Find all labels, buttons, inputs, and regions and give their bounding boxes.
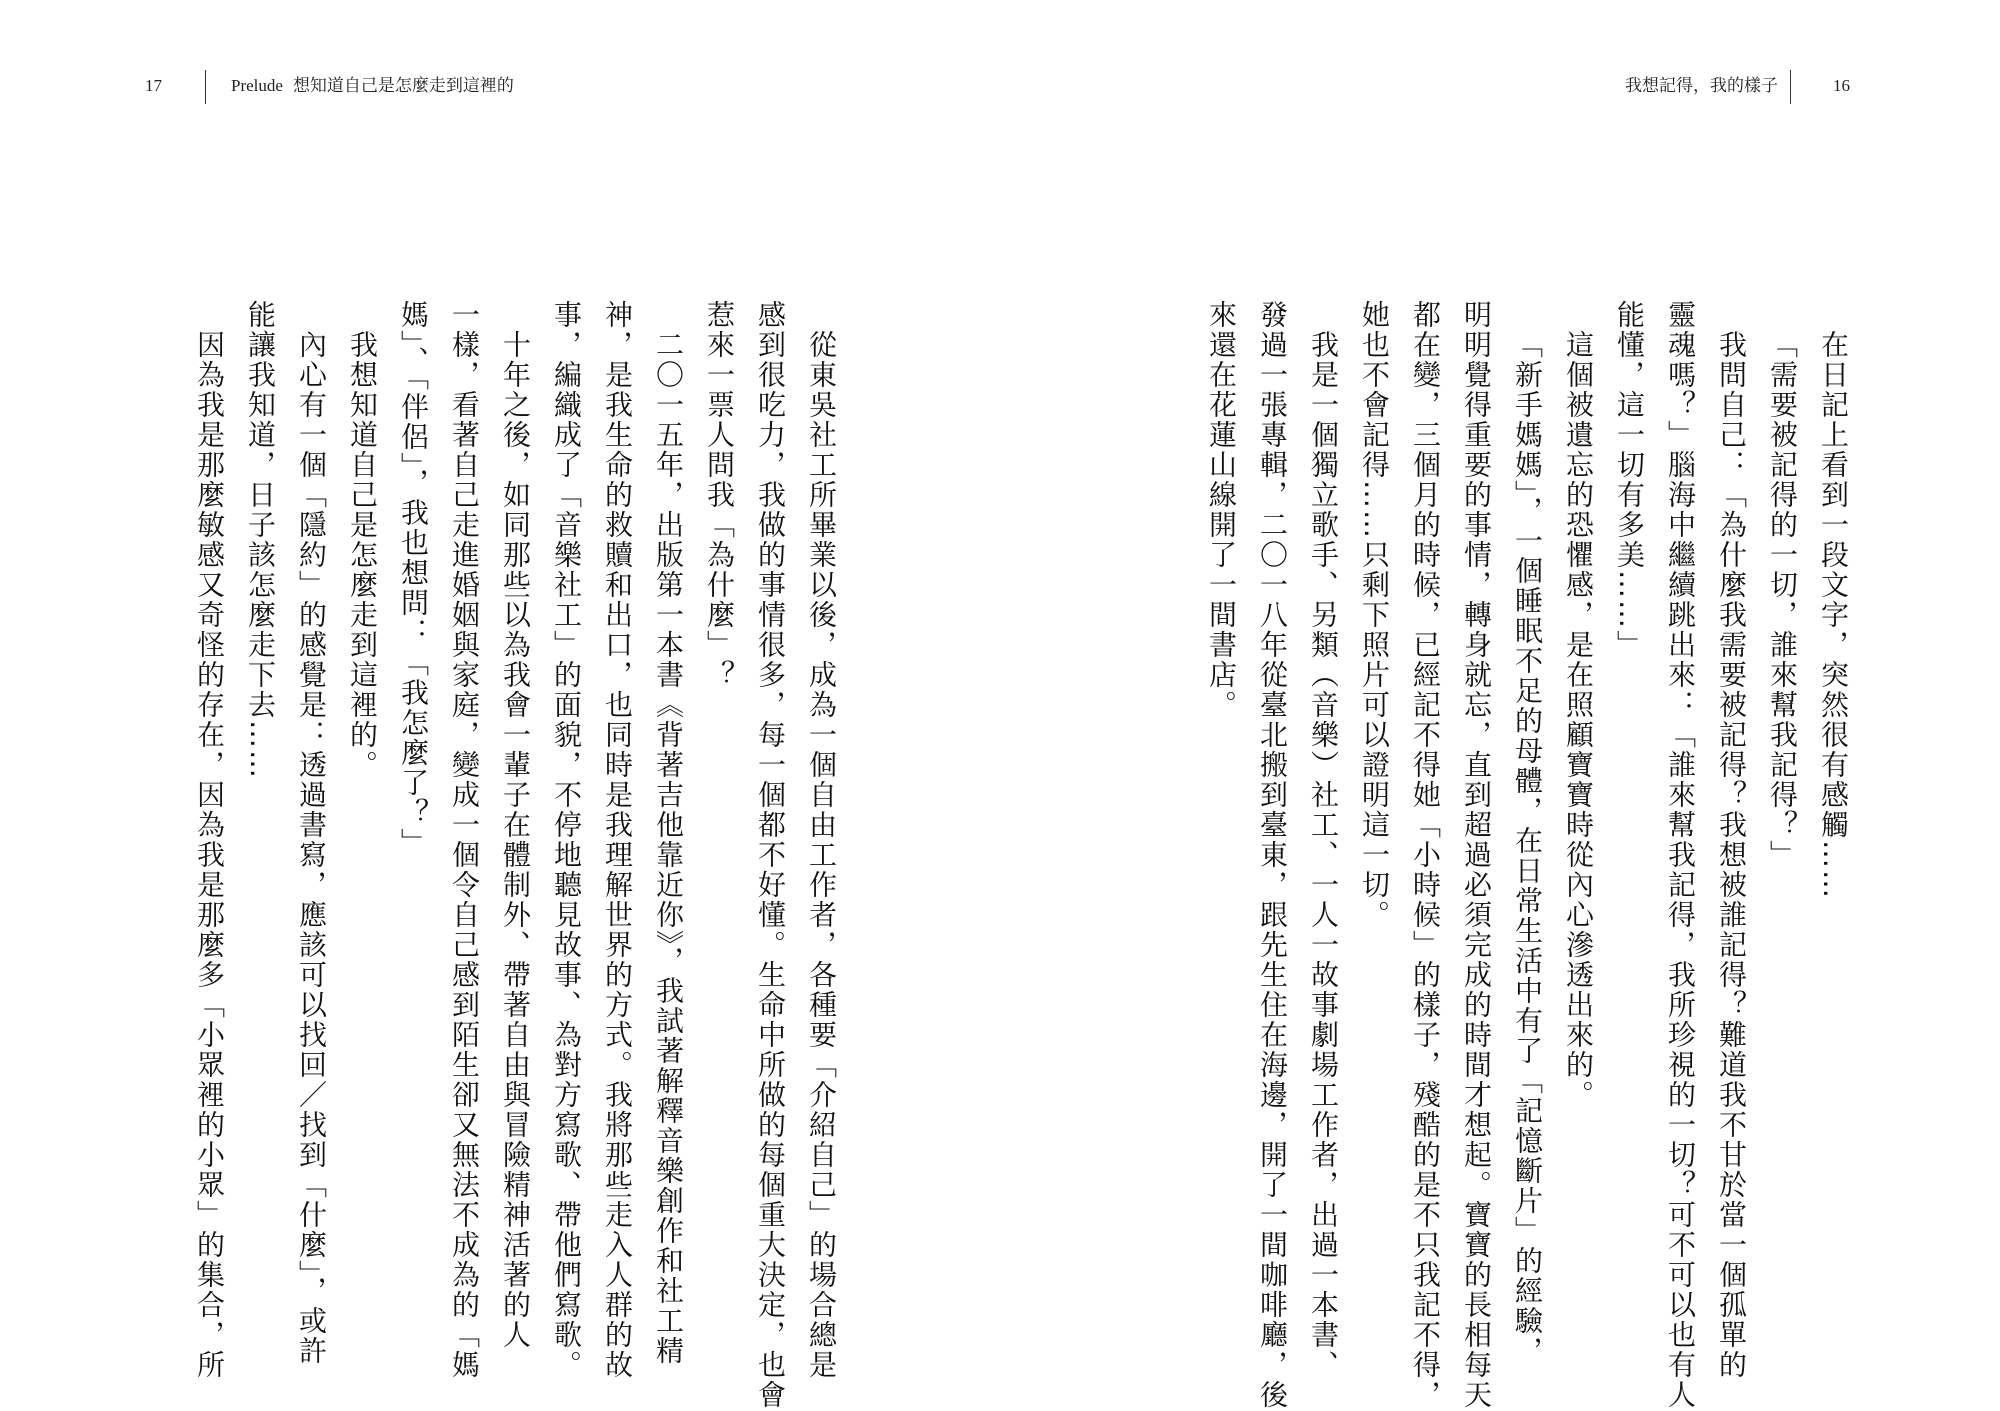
- right-col-7: 「新手媽媽」，一個睡眠不足的母體，在日常生活中有了「記憶斷片」的經驗，: [1511, 330, 1544, 1366]
- left-col-8: 一樣，看著自己走進婚姻與家庭，變成一個令自己感到陌生卻又無法不成為的「媽: [448, 300, 481, 1380]
- right-col-3: 我問自己：「為什麼我需要被記得？我想被誰記得？難道我不甘於當一個孤單的: [1715, 330, 1748, 1380]
- right-col-8: 明明覺得重要的事情，轉身就忘，直到超過必須完成的時間才想起。寶寶的長相每天: [1460, 300, 1493, 1410]
- left-col-10: 我想知道自己是怎麼走到這裡的。: [346, 330, 379, 780]
- right-running-title: 我想記得，我的樣子: [1625, 76, 1778, 95]
- left-col-5: 神，是我生命的救贖和出口，也同時是我理解世界的方式。我將那些走入人群的故: [601, 300, 634, 1380]
- right-col-10: 她也不會記得……只剩下照片可以證明這一切。: [1358, 300, 1391, 930]
- right-header-divider: [1790, 70, 1791, 104]
- left-page-header: [145, 76, 545, 106]
- right-page-header: [1600, 76, 1860, 106]
- right-page-body: [1155, 300, 1859, 1410]
- left-col-6: 事，編織成了「音樂社工」的面貌，不停地聽見故事、為對方寫歌、帶他們寫歌。: [550, 300, 583, 1380]
- left-col-4: 二〇一五年，出版第一本書《背著吉他靠近你》，我試著解釋音樂創作和社工精: [652, 330, 685, 1366]
- right-col-12: 發過一張專輯，二〇一八年從臺北搬到臺東，跟先生住在海邊，開了一間咖啡廳，後: [1256, 300, 1289, 1410]
- left-page-body: [143, 300, 847, 1410]
- right-col-6: 這個被遺忘的恐懼感，是在照顧寶寶時從內心滲透出來的。: [1562, 330, 1595, 1110]
- left-page-number: 17: [145, 76, 162, 95]
- right-col-11: 我是一個獨立歌手、另類（音樂）社工、一人一故事劇場工作者，出過一本書、: [1307, 330, 1340, 1380]
- left-col-12: 能讓我知道，日子該怎麼走下去……: [244, 300, 277, 780]
- left-header-divider: [205, 70, 206, 104]
- right-col-5: 能懂，這一切有多美……」: [1613, 300, 1646, 660]
- right-col-1: 在日記上看到一段文字，突然很有感觸……: [1817, 330, 1850, 900]
- right-col-13: 來還在花蓮山線開了一間書店。: [1205, 300, 1238, 720]
- left-col-11: 內心有一個「隱約」的感覺是：透過書寫，應該可以找回／找到「什麼」，或許: [295, 330, 328, 1366]
- chapter-label: Prelude: [231, 76, 283, 95]
- right-col-4: 靈魂嗎？」腦海中繼續跳出來：「誰來幫我記得，我所珍視的一切？可不可以也有人: [1664, 300, 1697, 1410]
- left-running-title: [231, 76, 514, 96]
- left-col-1: 從東吳社工所畢業以後，成為一個自由工作者，各種要「介紹自己」的場合總是: [805, 330, 838, 1380]
- right-page-number: 16: [1833, 76, 1850, 95]
- left-col-3: 惹來一票人問我「為什麼」？: [703, 300, 736, 690]
- right-col-2: 「需要被記得的一切，誰來幫我記得？」: [1766, 330, 1799, 870]
- chapter-title: 想知道自己是怎麼走到這裡的: [292, 76, 514, 95]
- left-col-13: 因為我是那麼敏感又奇怪的存在，因為我是那麼多「小眾裡的小眾」的集合，所: [193, 330, 226, 1380]
- left-col-9: 媽」、「伴侶」，我也想問：「我怎麼了？」: [397, 300, 430, 858]
- left-col-2: 感到很吃力，我做的事情很多，每一個都不好懂。生命中所做的每個重大決定，也會: [754, 300, 787, 1410]
- left-col-7: 十年之後，如同那些以為我會一輩子在體制外、帶著自由與冒險精神活著的人: [499, 330, 532, 1350]
- right-col-9: 都在變，三個月的時候，已經記不得她「小時候」的樣子，殘酷的是不只我記不得，: [1409, 300, 1442, 1410]
